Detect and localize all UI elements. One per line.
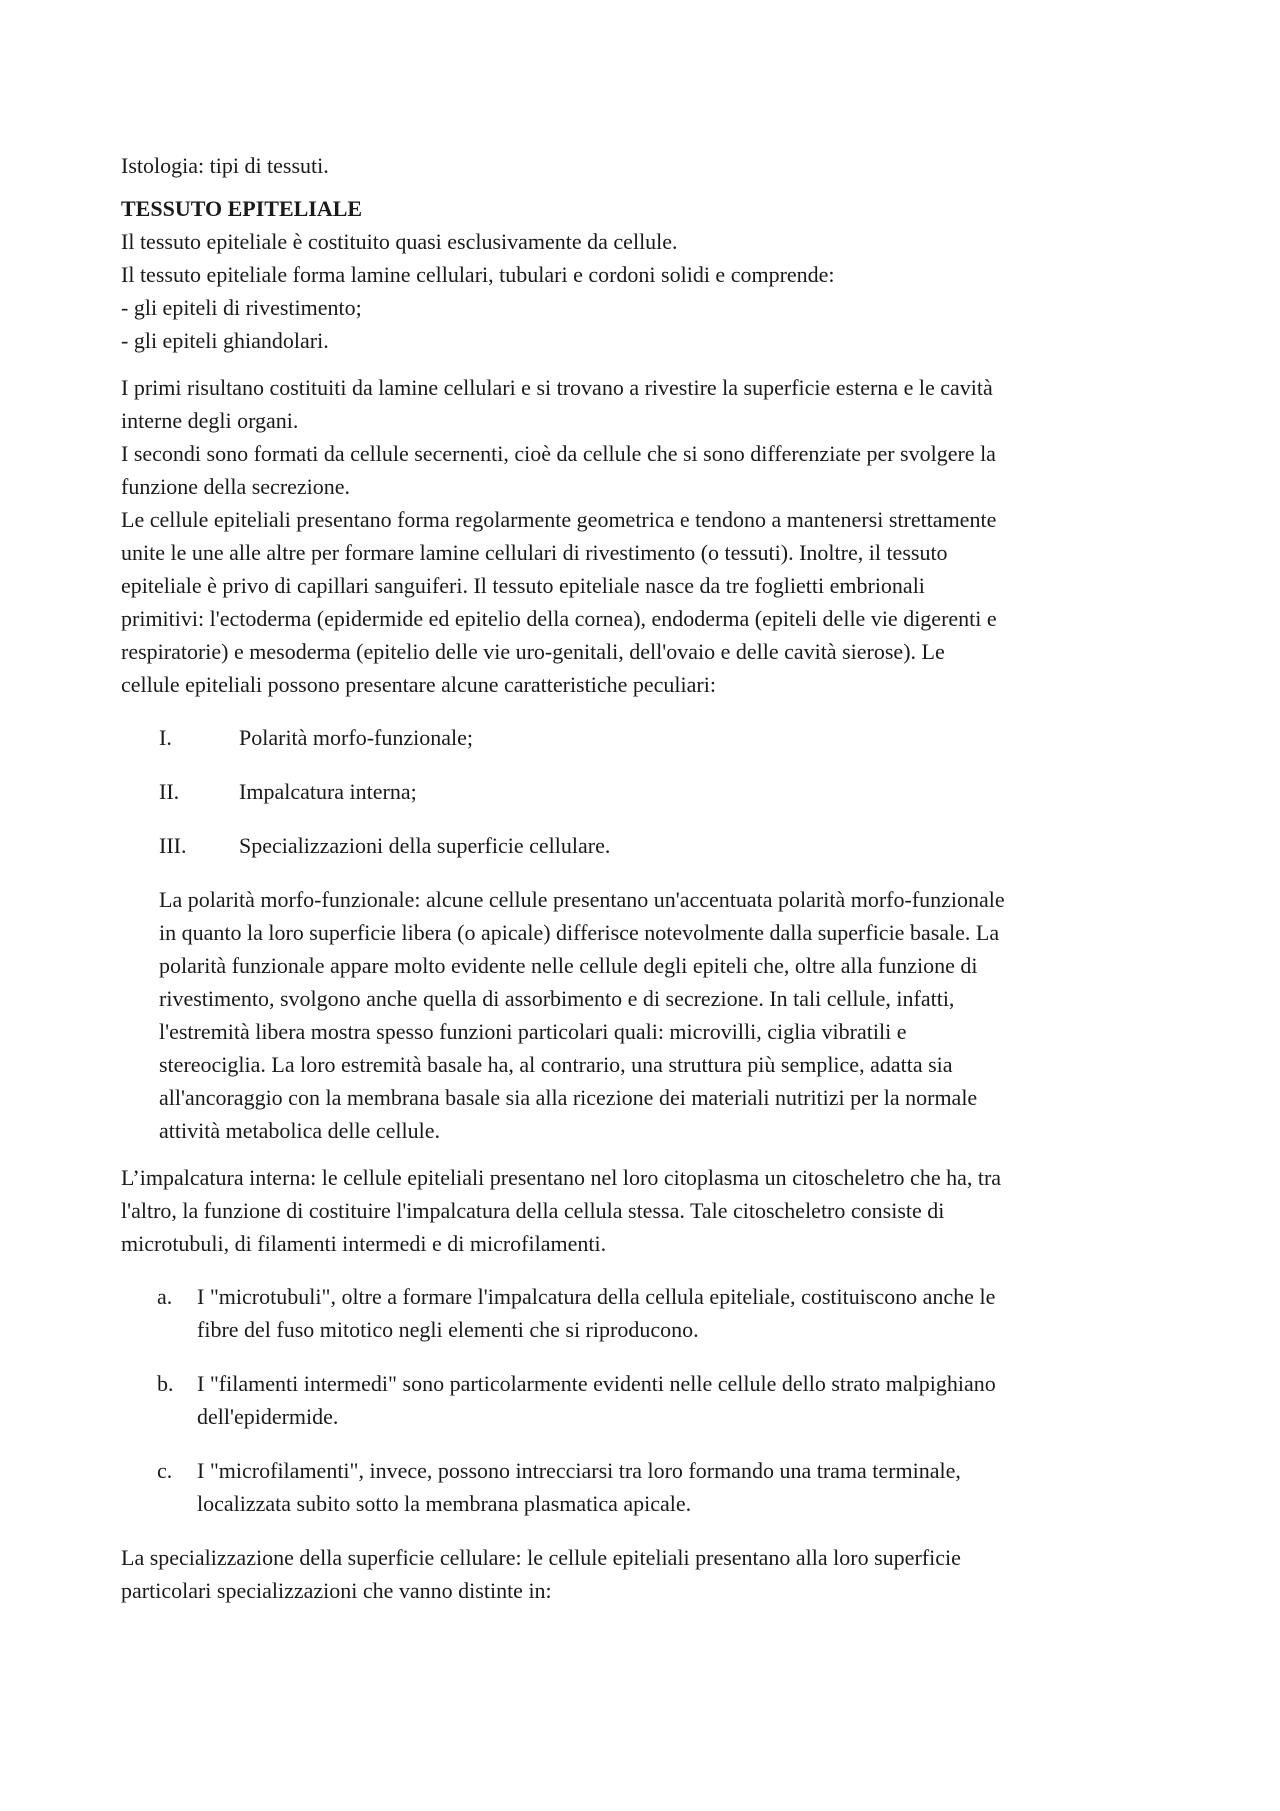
list-letter: c. xyxy=(157,1458,173,1483)
text-line: Il tessuto epiteliale è costituito quasi esclusivamente da cellule. xyxy=(121,229,678,254)
text-line: I "microtubuli", oltre a formare l'impalcatura della cellula epiteliale, costituiscono anche le xyxy=(197,1284,996,1309)
list-number: I. xyxy=(159,725,172,750)
list-number: II. xyxy=(159,779,180,804)
text-line: I "microfilamenti", invece, possono intrecciarsi tra loro formando una trama terminale, xyxy=(197,1458,961,1483)
text-line: La polarità morfo-funzionale: alcune cellule presentano un'accentuata polarità morfo-funzionale xyxy=(159,887,1005,912)
text-line: attività metabolica delle cellule. xyxy=(159,1118,440,1143)
text-line: primitivi: l'ectoderma (epidermide ed epitelio della cornea), endoderma (epiteli delle vie digerenti e xyxy=(121,606,997,631)
lettered-list xyxy=(121,1280,1166,1520)
list-item-text: Polarità morfo-funzionale; xyxy=(239,725,473,750)
text-line: - gli epiteli ghiandolari. xyxy=(121,328,329,353)
list-item xyxy=(157,1280,1166,1346)
text-line: all'ancoraggio con la membrana basale sia alla ricezione dei materiali nutritizi per la normale xyxy=(159,1085,978,1110)
text-line: respiratorie) e mesoderma (epitelio delle vie uro-genitali, dell'ovaio e delle cavità sierose). Le xyxy=(121,639,945,664)
list-item-text xyxy=(197,1454,1166,1520)
origin-paragraph xyxy=(121,371,1166,701)
text-line: interne degli organi. xyxy=(121,408,299,433)
text-line: microtubuli, di filamenti intermedi e di microfilamenti. xyxy=(121,1231,607,1256)
roman-numbered-list xyxy=(121,721,1166,862)
list-item-text xyxy=(197,1280,1166,1346)
text-line: particolari specializzazioni che vanno distinte in: xyxy=(121,1578,552,1603)
text-line: in quanto la loro superficie libera (o apicale) differisce notevolmente dalla superficie basale. La xyxy=(159,920,1000,945)
text-line: funzione della secrezione. xyxy=(121,474,351,499)
document-body xyxy=(121,149,1166,1607)
text-line: l'estremità libera mostra spesso funzioni particolari quali: microvilli, ciglia vibratili e xyxy=(159,1019,907,1044)
polarity-paragraph xyxy=(159,883,1166,1147)
list-item xyxy=(159,775,1166,808)
text-line: La specializzazione della superficie cellulare: le cellule epiteliali presentano alla loro superficie xyxy=(121,1545,961,1570)
text-line: cellule epiteliali possono presentare alcune caratteristiche peculiari: xyxy=(121,672,716,697)
list-item-text: Impalcatura interna; xyxy=(239,779,417,804)
section-heading: TESSUTO EPITELIALE xyxy=(121,196,363,221)
text-line: stereociglia. La loro estremità basale ha, al contrario, una struttura più semplice, adatta sia xyxy=(159,1052,953,1077)
text-line: polarità funzionale appare molto evidente nelle cellule degli epiteli che, oltre alla funzione di xyxy=(159,953,978,978)
text-line: dell'epidermide. xyxy=(197,1404,339,1429)
list-item-text: Specializzazioni della superficie cellulare. xyxy=(239,833,611,858)
list-letter: a. xyxy=(157,1284,173,1309)
list-number: III. xyxy=(159,833,187,858)
intro-paragraph xyxy=(121,225,1166,357)
text-line: I "filamenti intermedi" sono particolarmente evidenti nelle cellule dello strato malpighiano xyxy=(197,1371,996,1396)
text-line: I secondi sono formati da cellule secernenti, cioè da cellule che si sono differenziate per svolgere la xyxy=(121,441,996,466)
list-item xyxy=(157,1454,1166,1520)
text-line: unite le une alle altre per formare lamine cellulari di rivestimento (o tessuti). Inoltre, il tessuto xyxy=(121,540,948,565)
list-item-text xyxy=(197,1367,1166,1433)
text-line: rivestimento, svolgono anche quella di assorbimento e di secrezione. In tali cellule, infatti, xyxy=(159,986,955,1011)
text-line: L’impalcatura interna: le cellule epiteliali presentano nel loro citoplasma un citoscheletro che ha, tra xyxy=(121,1165,1002,1190)
text-line: Le cellule epiteliali presentano forma regolarmente geometrica e tendono a mantenersi strettamente xyxy=(121,507,997,532)
list-item xyxy=(159,829,1166,862)
text-line: Il tessuto epiteliale forma lamine cellulari, tubulari e cordoni solidi e comprende: xyxy=(121,262,835,287)
surface-paragraph xyxy=(121,1541,1166,1607)
text-line: I primi risultano costituiti da lamine cellulari e si trovano a rivestire la superficie esterna e le cavità xyxy=(121,375,993,400)
list-letter: b. xyxy=(157,1371,174,1396)
list-item xyxy=(157,1367,1166,1433)
scaffold-paragraph xyxy=(121,1161,1166,1260)
text-line: - gli epiteli di rivestimento; xyxy=(121,295,362,320)
list-item xyxy=(159,721,1166,754)
document-title-line: Istologia: tipi di tessuti. xyxy=(121,153,329,178)
text-line: fibre del fuso mitotico negli elementi che si riproducono. xyxy=(197,1317,699,1342)
text-line: epiteliale è privo di capillari sanguiferi. Il tessuto epiteliale nasce da tre foglietti embrionali xyxy=(121,573,925,598)
text-line: l'altro, la funzione di costituire l'impalcatura della cellula stessa. Tale citoscheletro consiste di xyxy=(121,1198,945,1223)
text-line: localizzata subito sotto la membrana plasmatica apicale. xyxy=(197,1491,692,1516)
